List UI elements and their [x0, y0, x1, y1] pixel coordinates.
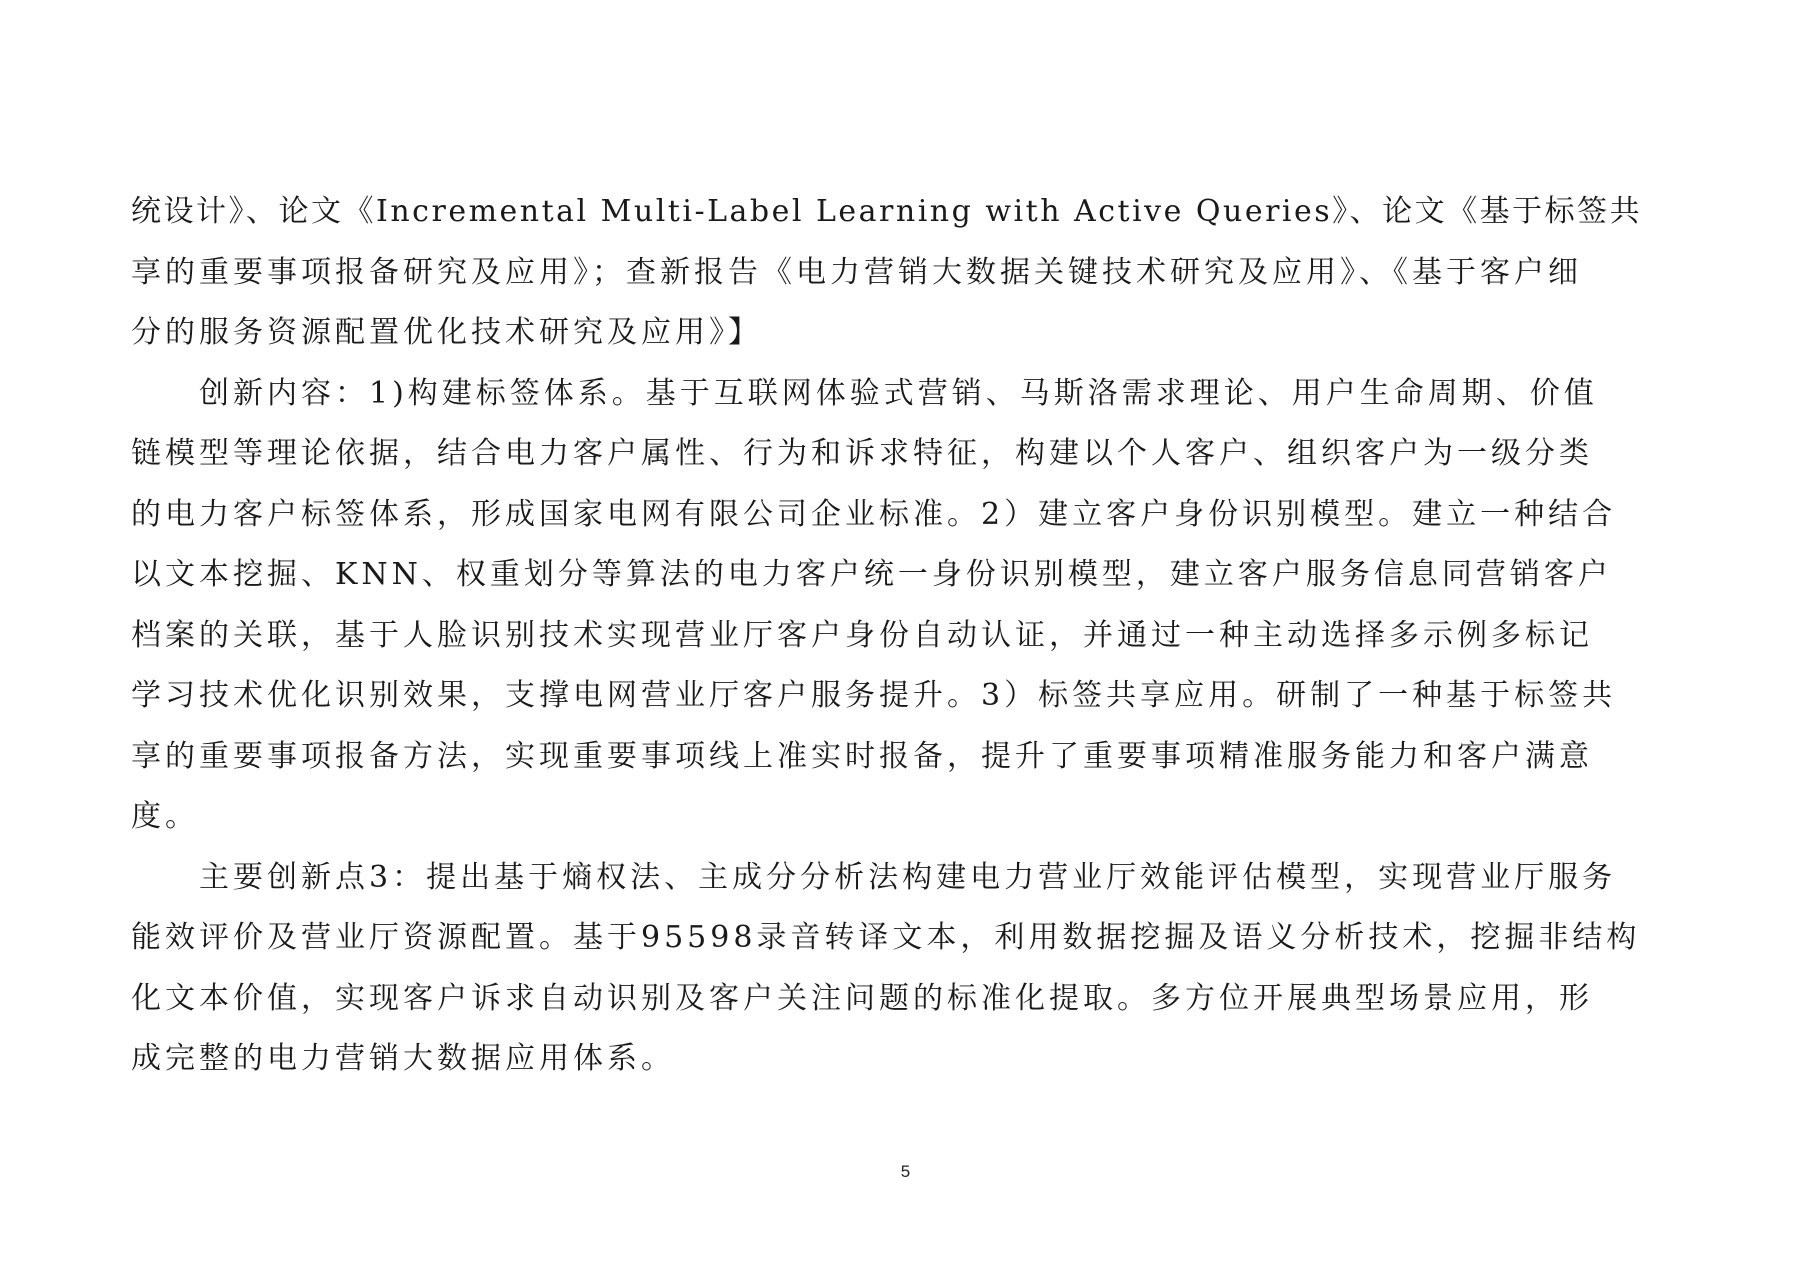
text-line: 档案的关联，基于人脸识别技术实现营业厅客户身份自动认证，并通过一种主动选择多示例多标记: [131, 617, 1593, 653]
text-line: 链模型等理论依据，结合电力客户属性、行为和诉求特征，构建以个人客户、组织客户为一级分类: [131, 436, 1593, 471]
text-line: 学习技术优化识别效果，支撑电网营业厅客户服务提升。3）标签共享应用。研制了一种基于标签共: [131, 678, 1617, 713]
text-line: 享的重要事项报备方法，实现重要事项线上准实时报备，提升了重要事项精准服务能力和客户满意: [131, 738, 1593, 774]
body-text: [131, 182, 1651, 1090]
text-line: 以文本挖掘、KNN、权重划分等算法的电力客户统一身份识别模型，建立客户服务信息同营销客户: [131, 557, 1612, 592]
text-line: 度。: [131, 799, 199, 834]
text-line: 能效评价及营业厅资源配置。基于95598录音转译文本，利用数据挖掘及语义分析技术，挖掘非结构: [131, 920, 1641, 955]
text-line: 分的服务资源配置优化技术研究及应用》】: [131, 315, 762, 350]
text-line: 享的重要事项报备研究及应用》；查新报告《电力营销大数据关键技术研究及应用》、《基于客户细: [131, 254, 1582, 290]
paragraph-start-line: 创新内容：1)构建标签体系。基于互联网体验式营销、马斯洛需求理论、用户生命周期、价值: [199, 375, 1598, 411]
text-line: 统设计》、论文《Incremental Multi-Label Learning with Active Queries》、论文《基于标签共: [131, 194, 1643, 229]
text-line: 化文本价值，实现客户诉求自动识别及客户关注问题的标准化提取。多方位开展典型场景应用，形: [131, 980, 1593, 1016]
text-line: 成完整的电力营销大数据应用体系。: [131, 1041, 675, 1076]
paragraph-start-line: 主要创新点3：提出基于熵权法、主成分分析法构建电力营业厅效能评估模型，实现营业厅服务: [199, 859, 1617, 895]
text-line: 的电力客户标签体系，形成国家电网有限公司企业标准。2）建立客户身份识别模型。建立一种结合: [131, 496, 1617, 532]
page-number: 5: [900, 1162, 911, 1181]
